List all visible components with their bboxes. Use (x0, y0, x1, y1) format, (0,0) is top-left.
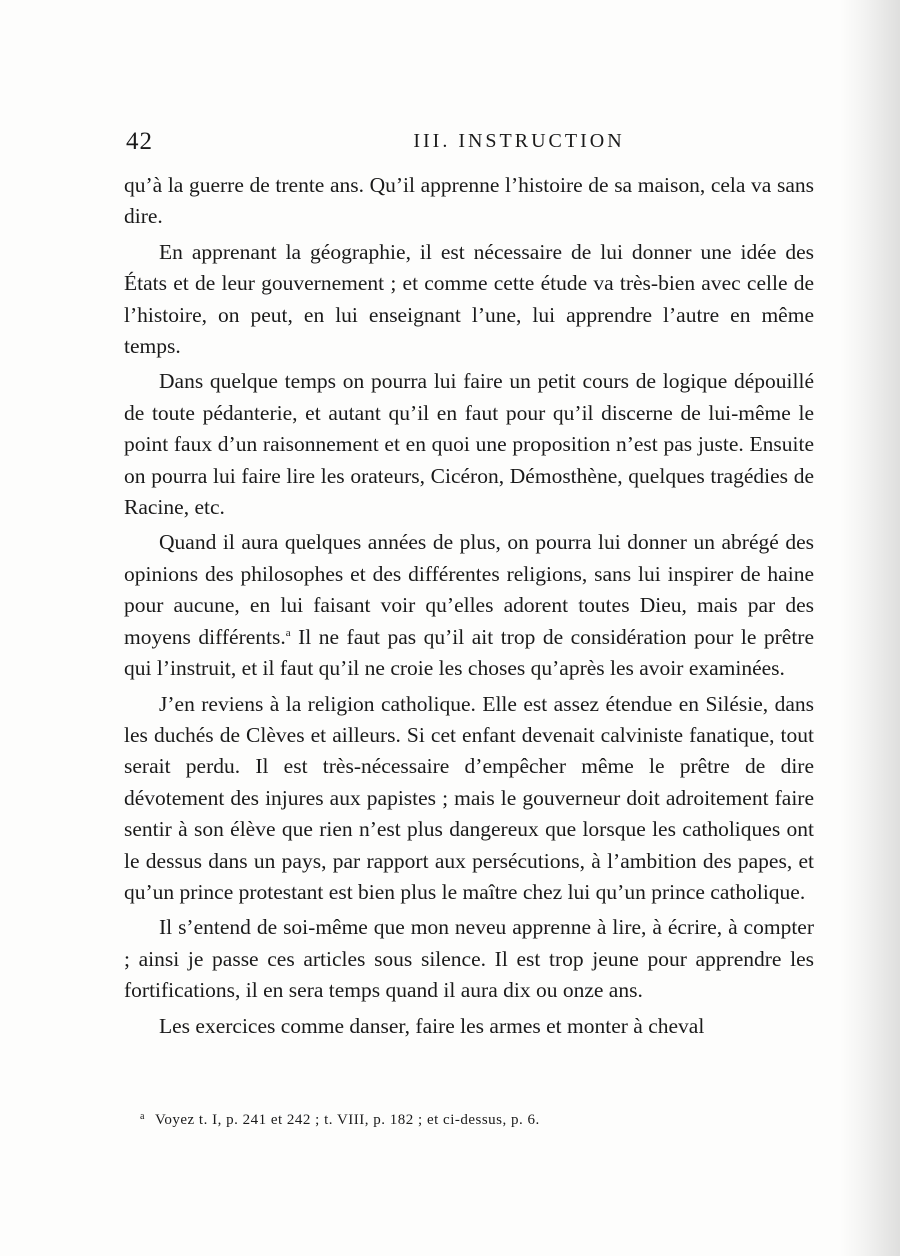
page-header (126, 128, 812, 160)
footnote-mark: a (140, 1111, 145, 1122)
footnote (140, 1111, 760, 1129)
paragraph-1: qu’à la guerre de trente ans. Qu’il apprenne l’histoire de sa maison, cela va sans dire. (124, 173, 814, 229)
paragraph-4-text-before-ref: Quand il aura quelques années de plus, on pourra lui donner un abrégé des opinions des philosophes et des différentes religions, sans lui inspirer de haine pour aucune, en lui faisant voir qu’elles adorent toutes Dieu, mais par des moyens différents. (124, 530, 814, 649)
paragraph-2: En apprenant la géographie, il est nécessaire de lui donner une idée des États et de leur gouvernement ; et comme cette étude va très-bien avec celle de l’histoire, on peut, en lui enseignant l’une, lui apprendre l’autre en même temps. (124, 239, 814, 359)
body-text (124, 170, 814, 1046)
running-head: III. INSTRUCTION (413, 130, 625, 152)
page-edge-shadow (840, 0, 900, 1256)
paragraph-7: Les exercices comme danser, faire les armes et monter à cheval (159, 1013, 705, 1038)
footnote-text: Voyez t. I, p. 241 et 242 ; t. VIII, p. 182 ; et ci-dessus, p. 6. (154, 1112, 540, 1128)
paragraph-5: J’en reviens à la religion catholique. Elle est assez étendue en Silésie, dans les duchés de Clèves et ailleurs. Si cet enfant devenait calviniste fanatique, tout serait perdu. Il est très-nécessaire d’empêcher même le prêtre de dire dévotement des injures aux papistes ; mais le gouverneur doit adroitement faire sentir à son élève que rien n’est plus dangereux que lorsque les catholiques ont le dessus dans un pays, par rapport aux persécutions, à l’ambition des papes, et qu’un prince protestant est bien plus le maître chez lui qu’un prince catholique. (124, 691, 814, 904)
paragraph-4 (124, 527, 814, 684)
footnote-reference: a (285, 626, 291, 639)
paragraph-6: Il s’entend de soi-même que mon neveu apprenne à lire, à écrire, à compter ; ainsi je passe ces articles sous silence. Il est trop jeune pour apprendre les fortifications, il en sera temps quand il aura dix ou onze ans. (124, 915, 814, 1003)
paragraph-3: Dans quelque temps on pourra lui faire un petit cours de logique dépouillé de toute pédanterie, et autant qu’il en faut pour qu’il discerne de lui-même le point faux d’un raisonnement et en quoi une proposition n’est pas juste. Ensuite on pourra lui faire lire les orateurs, Cicéron, Démosthène, quelques tragédies de Racine, etc. (124, 369, 814, 520)
page-number: 42 (126, 128, 153, 155)
paragraph-4-text-after-ref: Il ne faut pas qu’il ait trop de considération pour le prêtre qui l’instruit, et il faut qu’il ne croie les choses qu’après les avoir examinées. (124, 624, 814, 681)
